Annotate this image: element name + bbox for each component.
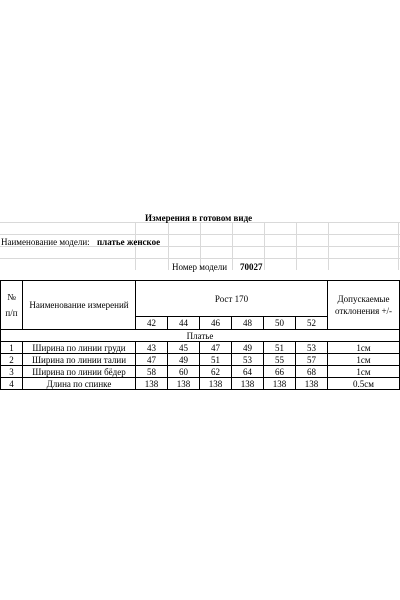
measurement-value-cell: 45 <box>168 342 200 354</box>
size-header-cell: 42 <box>136 317 168 330</box>
measurement-value-cell: 138 <box>136 378 168 390</box>
measurement-value-cell: 138 <box>232 378 264 390</box>
size-header-cell: 50 <box>264 317 296 330</box>
table-row <box>1 342 400 354</box>
measurement-value-cell: 138 <box>200 378 232 390</box>
gridline <box>296 222 297 270</box>
measurement-value-cell: 62 <box>200 366 232 378</box>
tolerance-cell: 1см <box>328 366 400 378</box>
model-name-label: Наименование модели: <box>1 237 90 247</box>
tolerance-cell: 1см <box>328 354 400 366</box>
measurement-name-cell: Ширина по линии груди <box>23 342 136 354</box>
row-number-cell: 1 <box>1 342 23 354</box>
measurement-value-cell: 43 <box>136 342 168 354</box>
tolerance-cell: 1см <box>328 342 400 354</box>
measurement-value-cell: 138 <box>264 378 296 390</box>
measurement-value-cell: 66 <box>264 366 296 378</box>
measurement-name-cell: Ширина по линии бёдер <box>23 366 136 378</box>
measurement-value-cell: 138 <box>296 378 328 390</box>
size-header-cell: 52 <box>296 317 328 330</box>
table-row <box>1 378 400 390</box>
measurement-value-cell: 60 <box>168 366 200 378</box>
gridline <box>398 222 399 270</box>
measurement-value-cell: 138 <box>168 378 200 390</box>
measurement-name-cell: Ширина по линии талии <box>23 354 136 366</box>
row-number-cell: 4 <box>1 378 23 390</box>
height-header: Рост 170 <box>136 281 328 317</box>
measurement-name-cell: Длина по спинке <box>23 378 136 390</box>
gridline <box>264 222 265 270</box>
size-header-cell: 48 <box>232 317 264 330</box>
gridline <box>232 222 233 270</box>
measurement-value-cell: 57 <box>296 354 328 366</box>
measurement-value-cell: 49 <box>168 354 200 366</box>
model-name-value: платье женское <box>97 237 161 247</box>
measurement-value-cell: 53 <box>232 354 264 366</box>
measurement-value-cell: 51 <box>264 342 296 354</box>
col-num-header: № п/п <box>1 281 23 330</box>
measurement-value-cell: 68 <box>296 366 328 378</box>
section-header: Платье <box>1 330 400 342</box>
tolerance-cell: 0.5см <box>328 378 400 390</box>
measurement-value-cell: 58 <box>136 366 168 378</box>
model-number-label: Номер модели <box>172 262 228 272</box>
measurement-value-cell: 47 <box>136 354 168 366</box>
gridline <box>328 222 329 270</box>
measurement-value-cell: 53 <box>296 342 328 354</box>
row-number-cell: 2 <box>1 354 23 366</box>
measurement-value-cell: 64 <box>232 366 264 378</box>
size-header-cell: 44 <box>168 317 200 330</box>
measurement-value-cell: 49 <box>232 342 264 354</box>
model-number-value: 70027 <box>240 262 263 272</box>
page-title: Измерения в готовом виде <box>145 213 253 223</box>
measurements-table <box>0 280 400 390</box>
table-body <box>1 342 400 390</box>
measurement-value-cell: 51 <box>200 354 232 366</box>
tolerance-header: Допускаемые отклонения +/- <box>328 281 400 330</box>
measurement-value-cell: 55 <box>264 354 296 366</box>
measurement-value-cell: 47 <box>200 342 232 354</box>
table-row <box>1 354 400 366</box>
col-name-header: Наименование измерений <box>23 281 136 330</box>
table-row <box>1 366 400 378</box>
gridline <box>168 222 169 270</box>
row-number-cell: 3 <box>1 366 23 378</box>
size-header-cell: 46 <box>200 317 232 330</box>
